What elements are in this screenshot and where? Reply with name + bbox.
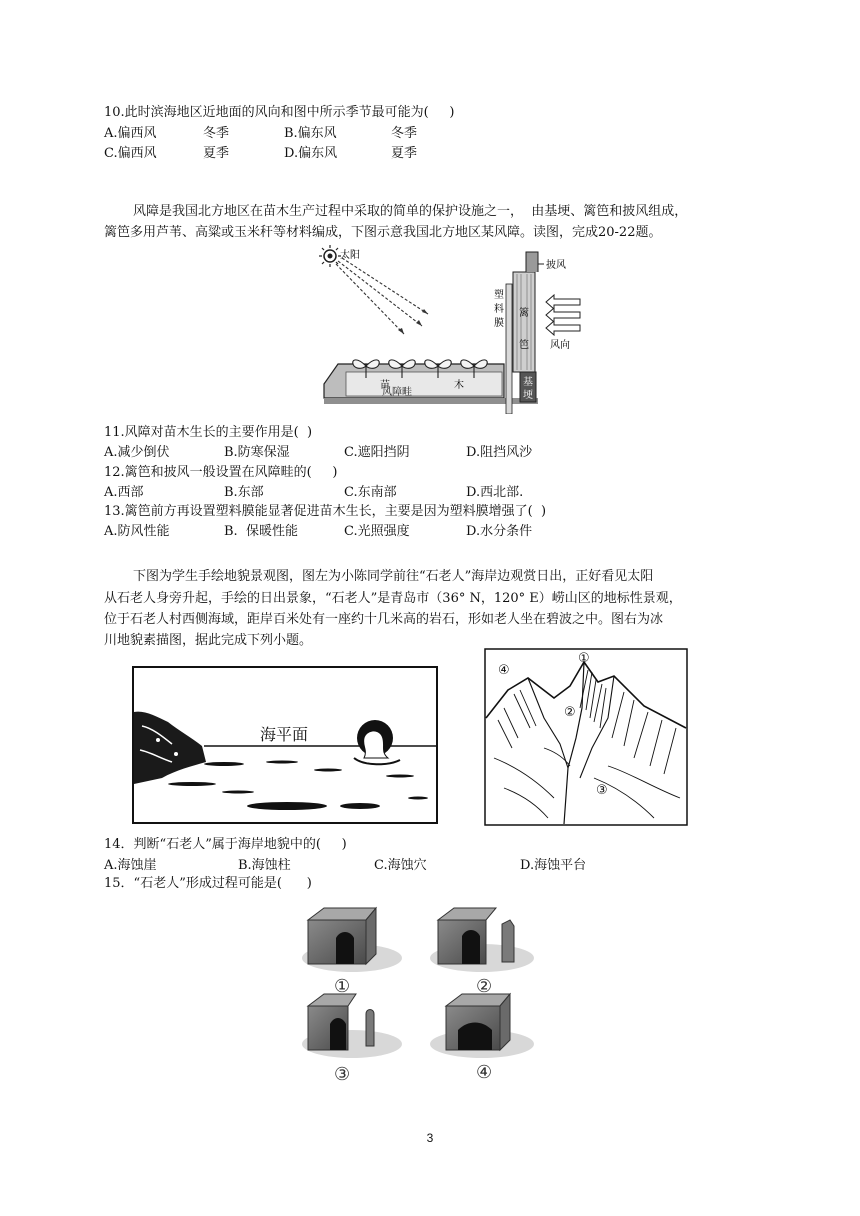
wind-arrows [546,295,580,335]
q13-option-a: A.防风性能 [104,524,170,539]
sun-rays [336,258,428,334]
stage-4-cave [430,994,534,1058]
q11-option-c: C.遮阳挡阴 [344,445,410,460]
film-label-3: 膜 [494,318,504,329]
stage-label-4: ④ [476,1062,493,1083]
sun-icon [319,245,341,267]
q13-option-c: C.光照强度 [344,524,410,539]
q12-stem: 12.篱笆和披风一般设置在风障畦的( ) [104,465,338,480]
fence-label-2: 笆 [519,340,529,351]
glacier-sketch [484,648,688,826]
sunrise-sketch [132,666,438,824]
page-number: 3 [426,1131,434,1145]
film-label-2: 料 [494,304,504,315]
q10-option-a-season: 冬季 [203,126,230,141]
q12-option-d: D.西北部. [466,485,524,500]
stage-3-stack [302,994,402,1058]
q12-option-a: A.西部 [104,485,144,500]
passage2-line3: 位于石老人村西侧海域，距岸百米处有一座约十几米高的岩石，形如老人坐在碧波之中。图右为冰 [104,612,664,627]
stage-label-2: ② [476,976,493,997]
passage2-line4: 川地貌素描图，据此完成下列小题。 [104,633,313,648]
q10-option-c: C.偏西风 [104,146,157,161]
q10-option-d-season: 夏季 [391,146,418,161]
fence-label-1: 篱 [519,308,529,319]
q11-option-b: B.防寒保湿 [224,445,290,460]
seedling-label-2: 木 [454,380,464,391]
q10-stem: 10.此时滨海地区近地面的风向和图中所示季节最可能为( ) [104,105,455,120]
glacier-label-4: ④ [498,663,510,678]
base-label-2: 埂 [523,390,533,401]
q11-stem: 11.风障对苗木生长的主要作用是( ) [104,425,313,440]
q13-stem: 13.篱笆前方再设置塑料膜能显著促进苗木生长，主要是因为塑料膜增强了( ) [104,504,547,519]
q13-option-d: D.水分条件 [466,524,533,539]
base-label-1: 基 [523,377,533,388]
q11-option-a: A.减少倒伏 [104,445,170,460]
q12-option-b: B.东部 [224,485,264,500]
passage2-line2: 从石老人身旁升起，手绘的日出景象，“石老人”是青岛市（36° N，120° E）崂山区的地标性景观， [104,591,682,606]
sea-stack-formation-diagram [296,900,542,1090]
q14-option-a: A.海蚀崖 [104,858,157,873]
q10-option-b: B.偏东风 [284,126,337,141]
q11-option-d: D.阻挡风沙 [466,445,533,460]
sun-label: 太阳 [340,250,360,261]
stage-1-arch [302,908,402,972]
cape-label: 披风 [546,260,566,271]
q12-option-c: C.东南部 [344,485,397,500]
q10-option-d: D.偏东风 [284,146,338,161]
stage-2-arch-stack [430,908,534,972]
q14-option-b: B.海蚀柱 [238,858,291,873]
q13-option-b: B. 保暖性能 [224,524,298,539]
sea-level-label: 海平面 [260,725,309,744]
wind-direction-label: 风向 [550,340,570,351]
wind-barrier-diagram [312,244,588,414]
q10-option-a: A.偏西风 [104,126,157,141]
seedling-label-1: 苗 [380,380,390,391]
ridge-label: 风障畦 [382,387,412,398]
q15-stem: 15．“石老人”形成过程可能是( ) [104,876,312,891]
q14-stem: 14．判断“石老人”属于海岸地貌中的( ) [104,837,347,852]
passage1-line1: 风障是我国北方地区在苗木生产过程中采取的简单的保护设施之一， 由基埂、篱笆和披风组成， [133,204,688,219]
q10-option-b-season: 冬季 [391,126,418,141]
q10-option-c-season: 夏季 [203,146,230,161]
stage-label-1: ① [334,976,351,997]
film-label-1: 塑 [494,290,504,301]
glacier-label-1: ① [578,651,590,666]
passage1-line2: 篱笆多用芦苇、高粱或玉米秆等材料编成，下图示意我国北方地区某风障。读图，完成20-22题。 [104,225,662,240]
stage-label-3: ③ [334,1064,351,1085]
glacier-label-2: ② [564,705,576,720]
q14-option-c: C.海蚀穴 [374,858,427,873]
passage2-line1: 下图为学生手绘地貌景观图，图左为小陈同学前往“石老人”海岸边观赏日出，正好看见太阳 [133,569,654,584]
glacier-label-3: ③ [596,783,608,798]
q14-option-d: D.海蚀平台 [520,858,587,873]
